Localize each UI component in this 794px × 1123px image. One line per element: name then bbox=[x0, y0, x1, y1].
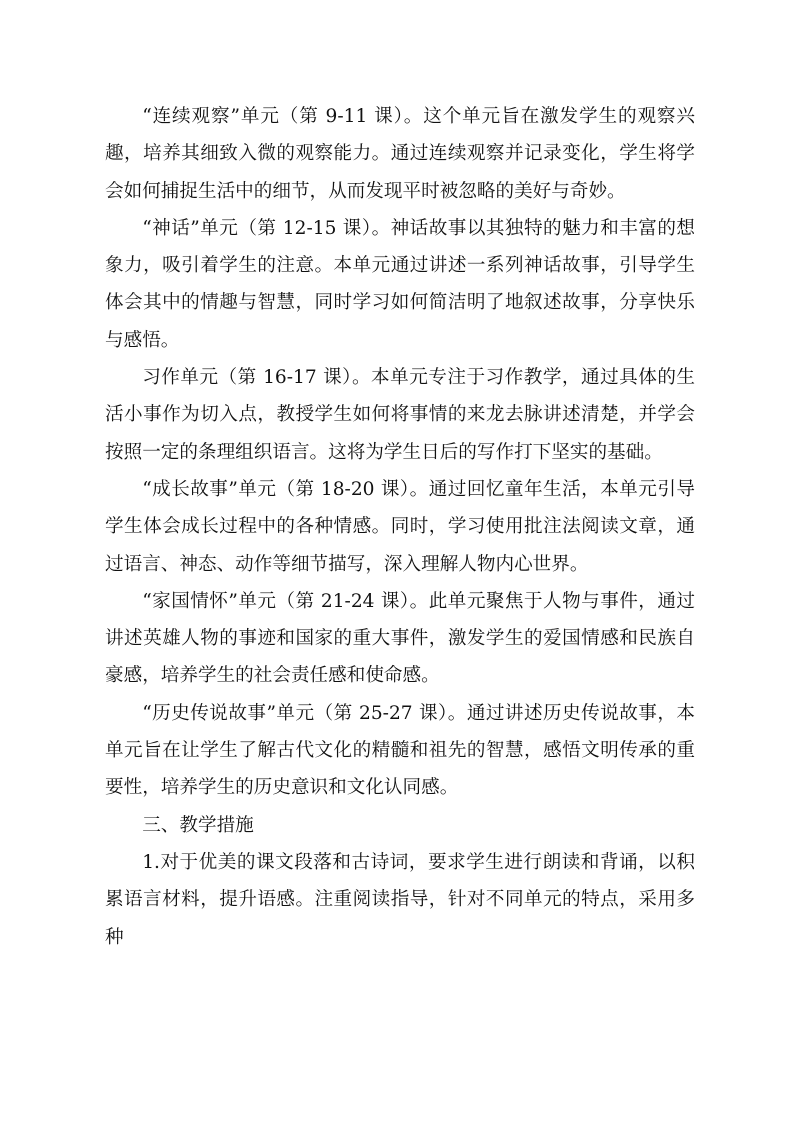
paragraph-measure-1: 1.对于优美的课文段落和古诗词，要求学生进行朗读和背诵，以积累语言材料，提升语感。注重阅读指导，针对不同单元的特点，采用多种 bbox=[105, 851, 695, 948]
paragraph-historical-legend-unit: “历史传说故事”单元（第 25-27 课）。通过讲述历史传说故事，本单元旨在让学生了解古代文化的精髓和祖先的智慧，感悟文明传承的重要性，培养学生的历史意识和文化认同感。 bbox=[105, 702, 695, 799]
paragraph-patriotism-unit: “家国情怀”单元（第 21-24 课）。此单元聚焦于人物与事件，通过讲述英雄人物的事迹和国家的重大事件，激发学生的爱国情感和民族自豪感，培养学生的社会责任感和使命感。 bbox=[105, 590, 695, 687]
document-body bbox=[105, 98, 695, 956]
paragraph-growth-story-unit: “成长故事”单元（第 18-20 课）。通过回忆童年生活，本单元引导学生体会成长过程中的各种情感。同时，学习使用批注法阅读文章，通过语言、神态、动作等细节描写，深入理解人物内心世界。 bbox=[105, 478, 695, 575]
paragraph-continuous-observation-unit: “连续观察”单元（第 9-11 课）。这个单元旨在激发学生的观察兴趣，培养其细致入微的观察能力。通过连续观察并记录变化，学生将学会如何捕捉生活中的细节，从而发现平时被忽略的美好与奇妙。 bbox=[105, 106, 695, 202]
paragraph-mythology-unit: “神话”单元（第 12-15 课）。神话故事以其独特的魅力和丰富的想象力，吸引着学生的注意。本单元通过讲述一系列神话故事，引导学生体会其中的情趣与智慧，同时学习如何简洁明了地叙述故事，分享快乐与感悟。 bbox=[105, 217, 695, 351]
paragraph-writing-unit: 习作单元（第 16-17 课）。本单元专注于习作教学，通过具体的生活小事作为切入点，教授学生如何将事情的来龙去脉讲述清楚，并学会按照一定的条理组织语言。这将为学生日后的写作打下坚实的基础。 bbox=[105, 367, 695, 463]
section-heading-teaching-measures: 三、教学措施 bbox=[142, 814, 254, 836]
